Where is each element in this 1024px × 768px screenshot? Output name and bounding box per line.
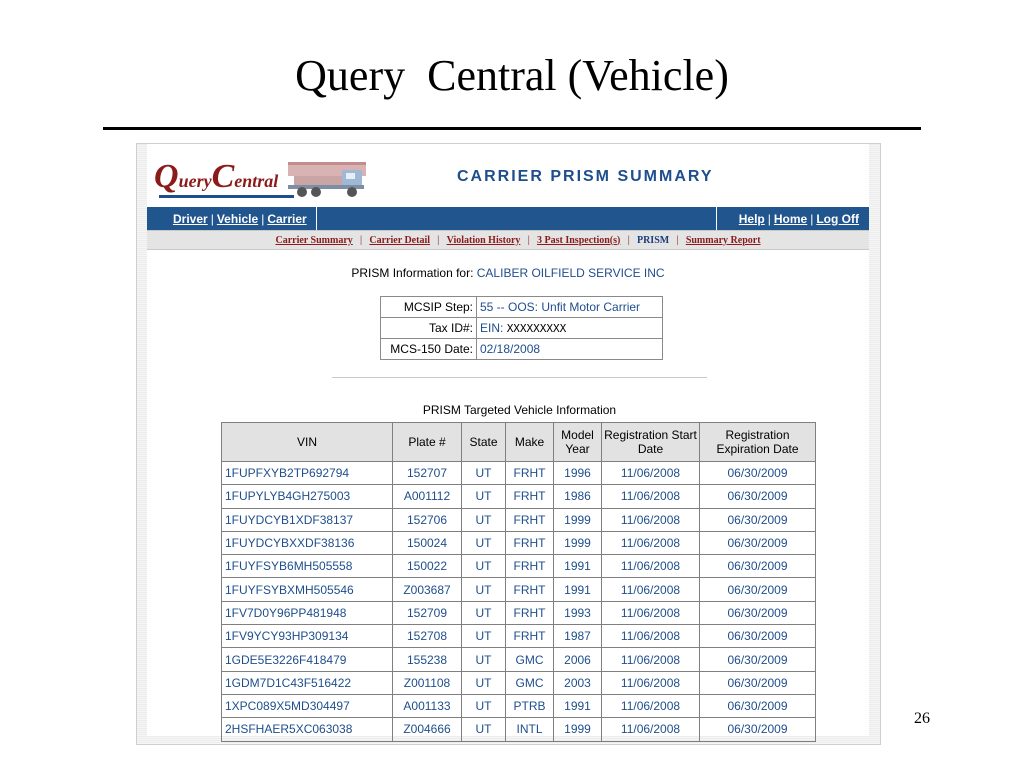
logo-text-entral: entral — [234, 171, 279, 191]
plate-cell: 150022 — [393, 555, 462, 578]
model-year-cell: 1987 — [554, 625, 602, 648]
reg-start-cell: 11/06/2008 — [602, 625, 700, 648]
reg-start-cell: 11/06/2008 — [602, 694, 700, 717]
subnav-violation-history-link[interactable]: Violation History — [446, 234, 521, 246]
subnav-separator: | — [359, 234, 363, 246]
app-screenshot — [136, 143, 881, 745]
model-year-cell: 1991 — [554, 555, 602, 578]
reg-start-cell: 11/06/2008 — [602, 578, 700, 601]
subnav-separator: | — [627, 234, 630, 246]
state-cell: UT — [462, 578, 506, 601]
plate-cell: 150024 — [393, 531, 462, 554]
plate-cell: 152707 — [393, 462, 462, 485]
make-cell: FRHT — [506, 462, 554, 485]
state-cell: UT — [462, 601, 506, 624]
state-cell: UT — [462, 531, 506, 554]
subnav-separator: | — [676, 234, 679, 246]
nav-separator: | — [767, 211, 771, 226]
info-label: MCSIP Step: — [381, 297, 477, 318]
subnav-past-inspections-link[interactable]: 3 Past Inspection(s) — [537, 234, 621, 246]
table-row — [222, 601, 816, 624]
plate-cell: Z001108 — [393, 671, 462, 694]
vin-cell: 1FV9YCY93HP309134 — [222, 625, 393, 648]
make-cell: FRHT — [506, 555, 554, 578]
reg-start-cell: 11/06/2008 — [602, 485, 700, 508]
vehicle-table-body — [222, 462, 816, 742]
state-cell: UT — [462, 671, 506, 694]
nav-driver-link[interactable]: Driver — [173, 211, 208, 226]
plate-cell: 155238 — [393, 648, 462, 671]
vin-cell: 1FUYDCYBXXDF38136 — [222, 531, 393, 554]
nav-vehicle-link[interactable]: Vehicle — [216, 211, 259, 226]
reg-start-cell: 11/06/2008 — [602, 671, 700, 694]
title-rule — [103, 127, 921, 130]
make-cell: PTRB — [506, 694, 554, 717]
vin-cell: 1FUPYLYB4GH275003 — [222, 485, 393, 508]
state-cell: UT — [462, 625, 506, 648]
reg-expiration-cell: 06/30/2009 — [700, 671, 816, 694]
table-row — [222, 578, 816, 601]
reg-start-cell: 11/06/2008 — [602, 555, 700, 578]
make-cell: GMC — [506, 648, 554, 671]
reg-expiration-cell: 06/30/2009 — [700, 508, 816, 531]
logo-letter-q: Q — [154, 158, 179, 195]
nav-right-group — [716, 207, 869, 230]
table-row — [222, 485, 816, 508]
table-row — [222, 555, 816, 578]
make-cell: FRHT — [506, 508, 554, 531]
plate-cell: 152708 — [393, 625, 462, 648]
info-row — [381, 339, 663, 360]
state-cell: UT — [462, 555, 506, 578]
logo-underline — [159, 195, 294, 198]
info-row — [381, 318, 663, 339]
vin-cell: 1FUYFSYBXMH505546 — [222, 578, 393, 601]
reg-expiration-cell: 06/30/2009 — [700, 485, 816, 508]
column-header-model-year: Model Year — [554, 423, 602, 462]
logo-text — [154, 158, 278, 196]
info-value: 55 -- OOS: Unfit Motor Carrier — [477, 297, 663, 318]
logo-text-uery: uery — [178, 171, 212, 191]
state-cell: UT — [462, 718, 506, 741]
subnav-carrier-detail-link[interactable]: Carrier Detail — [369, 234, 430, 246]
vin-cell: 1FV7D0Y96PP481948 — [222, 601, 393, 624]
state-cell: UT — [462, 508, 506, 531]
state-cell: UT — [462, 485, 506, 508]
nav-carrier-link[interactable]: Carrier — [267, 211, 307, 226]
vin-cell: 1XPC089X5MD304497 — [222, 694, 393, 717]
vin-cell: 1GDE5E3226F418479 — [222, 648, 393, 671]
make-cell: FRHT — [506, 601, 554, 624]
sub-nav — [147, 230, 869, 250]
main-nav — [147, 207, 869, 230]
make-cell: FRHT — [506, 625, 554, 648]
make-cell: FRHT — [506, 485, 554, 508]
vin-cell: 2HSFHAER5XC063038 — [222, 718, 393, 741]
make-cell: FRHT — [506, 578, 554, 601]
model-year-cell: 1999 — [554, 508, 602, 531]
info-value: 02/18/2008 — [477, 339, 663, 360]
subnav-separator: | — [437, 234, 440, 246]
nav-separator: | — [261, 211, 265, 226]
plate-cell: Z003687 — [393, 578, 462, 601]
nav-separator: | — [810, 211, 814, 226]
reg-expiration-cell: 06/30/2009 — [700, 462, 816, 485]
vin-cell: 1FUYFSYB6MH505558 — [222, 555, 393, 578]
vehicle-table-header-row — [222, 423, 816, 462]
model-year-cell: 1993 — [554, 601, 602, 624]
model-year-cell: 1991 — [554, 578, 602, 601]
subnav-carrier-summary-link[interactable]: Carrier Summary — [275, 234, 353, 246]
state-cell: UT — [462, 462, 506, 485]
column-header-reg-start: Registration Start Date — [602, 423, 700, 462]
logo-letter-c: C — [211, 158, 235, 195]
info-label: MCS-150 Date: — [381, 339, 477, 360]
nav-logoff-link[interactable]: Log Off — [816, 211, 859, 226]
plate-cell: 152706 — [393, 508, 462, 531]
vin-cell: 1FUPFXYB2TP692794 — [222, 462, 393, 485]
tax-id-value: XXXXXXXXX — [506, 322, 567, 335]
make-cell: FRHT — [506, 531, 554, 554]
reg-expiration-cell: 06/30/2009 — [700, 601, 816, 624]
section-divider — [332, 377, 707, 378]
column-header-reg-expiration: Registration Expiration Date — [700, 423, 816, 462]
plate-cell: 152709 — [393, 601, 462, 624]
info-row — [381, 297, 663, 318]
model-year-cell: 2003 — [554, 671, 602, 694]
reg-expiration-cell: 06/30/2009 — [700, 555, 816, 578]
reg-expiration-cell: 06/30/2009 — [700, 625, 816, 648]
reg-start-cell: 11/06/2008 — [602, 718, 700, 741]
column-header-make: Make — [506, 423, 554, 462]
table-row — [222, 531, 816, 554]
model-year-cell: 1996 — [554, 462, 602, 485]
reg-start-cell: 11/06/2008 — [602, 462, 700, 485]
make-cell: INTL — [506, 718, 554, 741]
table-row — [222, 694, 816, 717]
make-cell: GMC — [506, 671, 554, 694]
reg-start-cell: 11/06/2008 — [602, 601, 700, 624]
reg-start-cell: 11/06/2008 — [602, 508, 700, 531]
column-header-plate: Plate # — [393, 423, 462, 462]
model-year-cell: 1999 — [554, 718, 602, 741]
app-page — [147, 144, 869, 736]
column-header-vin: VIN — [222, 423, 393, 462]
vehicle-table-caption: PRISM Targeted Vehicle Information — [422, 403, 617, 417]
truck-icon — [284, 154, 369, 200]
reg-expiration-cell: 06/30/2009 — [700, 648, 816, 671]
table-row — [222, 718, 816, 741]
reg-expiration-cell: 06/30/2009 — [700, 718, 816, 741]
info-value — [477, 318, 663, 339]
reg-expiration-cell: 06/30/2009 — [700, 694, 816, 717]
ein-prefix: EIN: — [480, 321, 504, 335]
model-year-cell: 1986 — [554, 485, 602, 508]
carrier-info-table — [380, 296, 663, 360]
app-heading: CARRIER PRISM SUMMARY — [457, 168, 714, 185]
model-year-cell: 1999 — [554, 531, 602, 554]
vin-cell: 1FUYDCYB1XDF38137 — [222, 508, 393, 531]
prism-info-label: PRISM Information for: — [351, 266, 474, 280]
table-row — [222, 508, 816, 531]
vehicle-table — [221, 422, 816, 742]
slide-title: Query Central (Vehicle) — [295, 51, 729, 100]
reg-expiration-cell: 06/30/2009 — [700, 578, 816, 601]
nav-home-link[interactable]: Home — [773, 211, 808, 226]
reg-start-cell: 11/06/2008 — [602, 531, 700, 554]
nav-left-group — [147, 207, 317, 230]
prism-info-heading — [147, 266, 869, 280]
table-row — [222, 625, 816, 648]
subnav-prism-current: PRISM — [636, 234, 670, 246]
table-row — [222, 648, 816, 671]
nav-separator: | — [210, 211, 214, 226]
nav-help-link[interactable]: Help — [738, 211, 765, 226]
subnav-summary-report-link[interactable]: Summary Report — [685, 234, 761, 246]
model-year-cell: 1991 — [554, 694, 602, 717]
state-cell: UT — [462, 648, 506, 671]
carrier-name: CALIBER OILFIELD SERVICE INC — [476, 266, 665, 280]
query-central-logo — [154, 152, 369, 202]
model-year-cell: 2006 — [554, 648, 602, 671]
plate-cell: A001133 — [393, 694, 462, 717]
reg-start-cell: 11/06/2008 — [602, 648, 700, 671]
table-row — [222, 671, 816, 694]
plate-cell: Z004666 — [393, 718, 462, 741]
vin-cell: 1GDM7D1C43F516422 — [222, 671, 393, 694]
subnav-separator: | — [527, 234, 531, 246]
plate-cell: A001112 — [393, 485, 462, 508]
column-header-state: State — [462, 423, 506, 462]
state-cell: UT — [462, 694, 506, 717]
reg-expiration-cell: 06/30/2009 — [700, 531, 816, 554]
slide-number: 26 — [914, 710, 930, 727]
info-label: Tax ID#: — [381, 318, 477, 339]
table-row — [222, 462, 816, 485]
